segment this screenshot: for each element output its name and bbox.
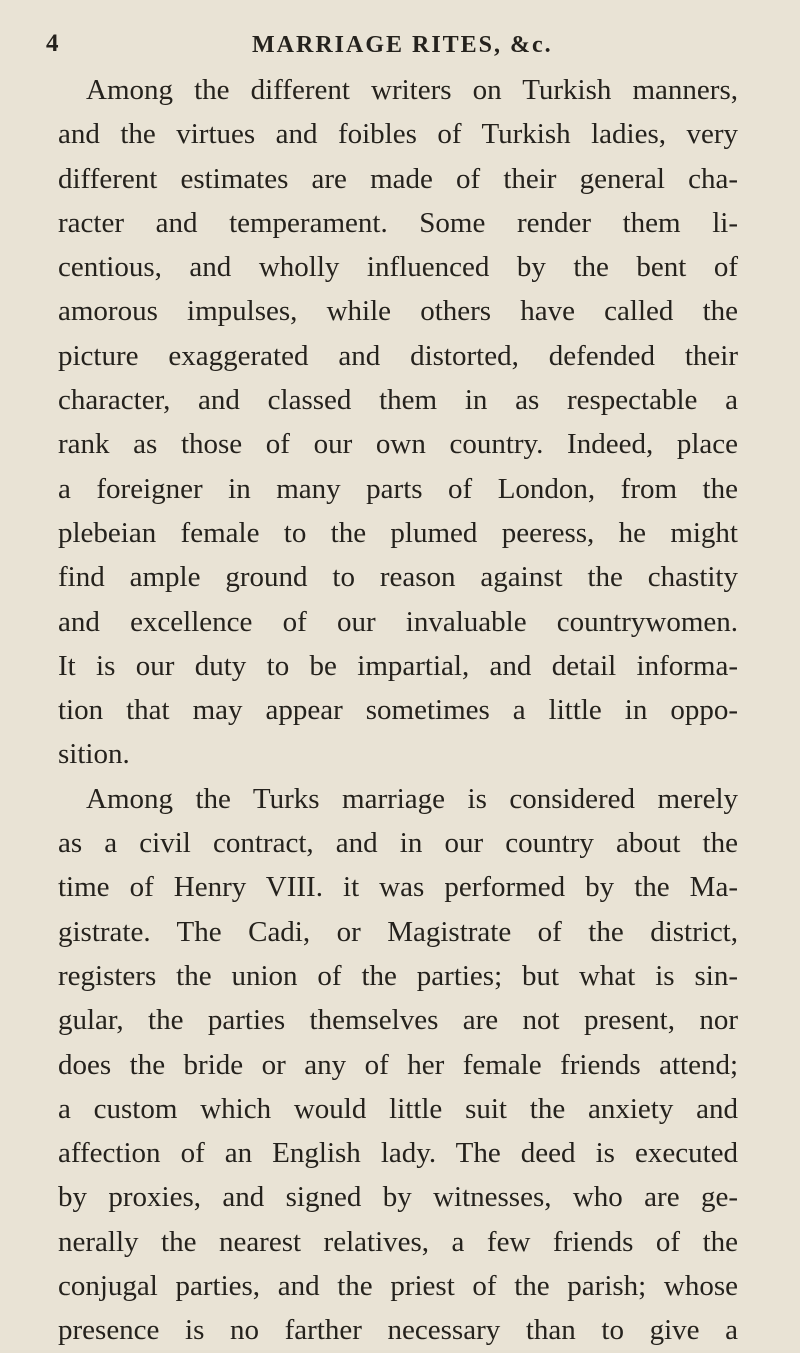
text-line: Among the Turks marriage is considered merely	[86, 782, 738, 815]
text-line: by proxies, and signed by witnesses, who are ge-	[58, 1181, 738, 1214]
text-line: and excellence of our invaluable countrywomen.	[58, 605, 738, 638]
text-line: conjugal parties, and the priest of the parish; whose	[58, 1270, 738, 1303]
text-line: a foreigner in many parts of London, from the	[58, 472, 738, 505]
text-line: gular, the parties themselves are not present, nor	[58, 1004, 738, 1037]
text-line: as a civil contract, and in our country about the	[58, 827, 738, 860]
text-line: character, and classed them in as respectable a	[58, 384, 738, 417]
running-head: MARRIAGE RITES, &c.	[252, 32, 553, 58]
text-line: tion that may appear sometimes a little in oppo-	[58, 694, 738, 727]
text-line: nerally the nearest relatives, a few friends of the	[58, 1225, 738, 1258]
text-line: racter and temperament. Some render them li-	[58, 206, 738, 239]
text-line: picture exaggerated and distorted, defended their	[58, 339, 738, 372]
text-line: a custom which would little suit the anxiety and	[58, 1092, 738, 1125]
text-line: Among the different writers on Turkish manners,	[86, 74, 738, 106]
text-line: and the virtues and foibles of Turkish ladies, very	[58, 118, 738, 151]
text-line: find ample ground to reason against the chastity	[58, 561, 738, 594]
text-line: sition.	[58, 738, 130, 771]
text-line: presence is no farther necessary than to give a	[58, 1314, 738, 1347]
text-line: centious, and wholly influenced by the bent of	[58, 251, 738, 284]
text-line: time of Henry VIII. it was performed by the Ma-	[58, 871, 738, 904]
text-line: amorous impulses, while others have called the	[58, 295, 738, 328]
page-number: 4	[46, 30, 59, 57]
text-line: does the bride or any of her female friends attend;	[58, 1048, 738, 1081]
body-text	[58, 68, 738, 1353]
text-line: plebeian female to the plumed peeress, he might	[58, 516, 738, 549]
text-line: different estimates are made of their general cha-	[58, 162, 738, 195]
text-line: registers the union of the parties; but what is sin-	[58, 959, 738, 992]
text-line: It is our duty to be impartial, and detail informa-	[58, 649, 738, 682]
text-line: gistrate. The Cadi, or Magistrate of the district,	[58, 915, 738, 948]
text-line: rank as those of our own country. Indeed, place	[58, 428, 738, 461]
page-header	[0, 24, 800, 64]
text-line: affection of an English lady. The deed is executed	[58, 1137, 738, 1170]
